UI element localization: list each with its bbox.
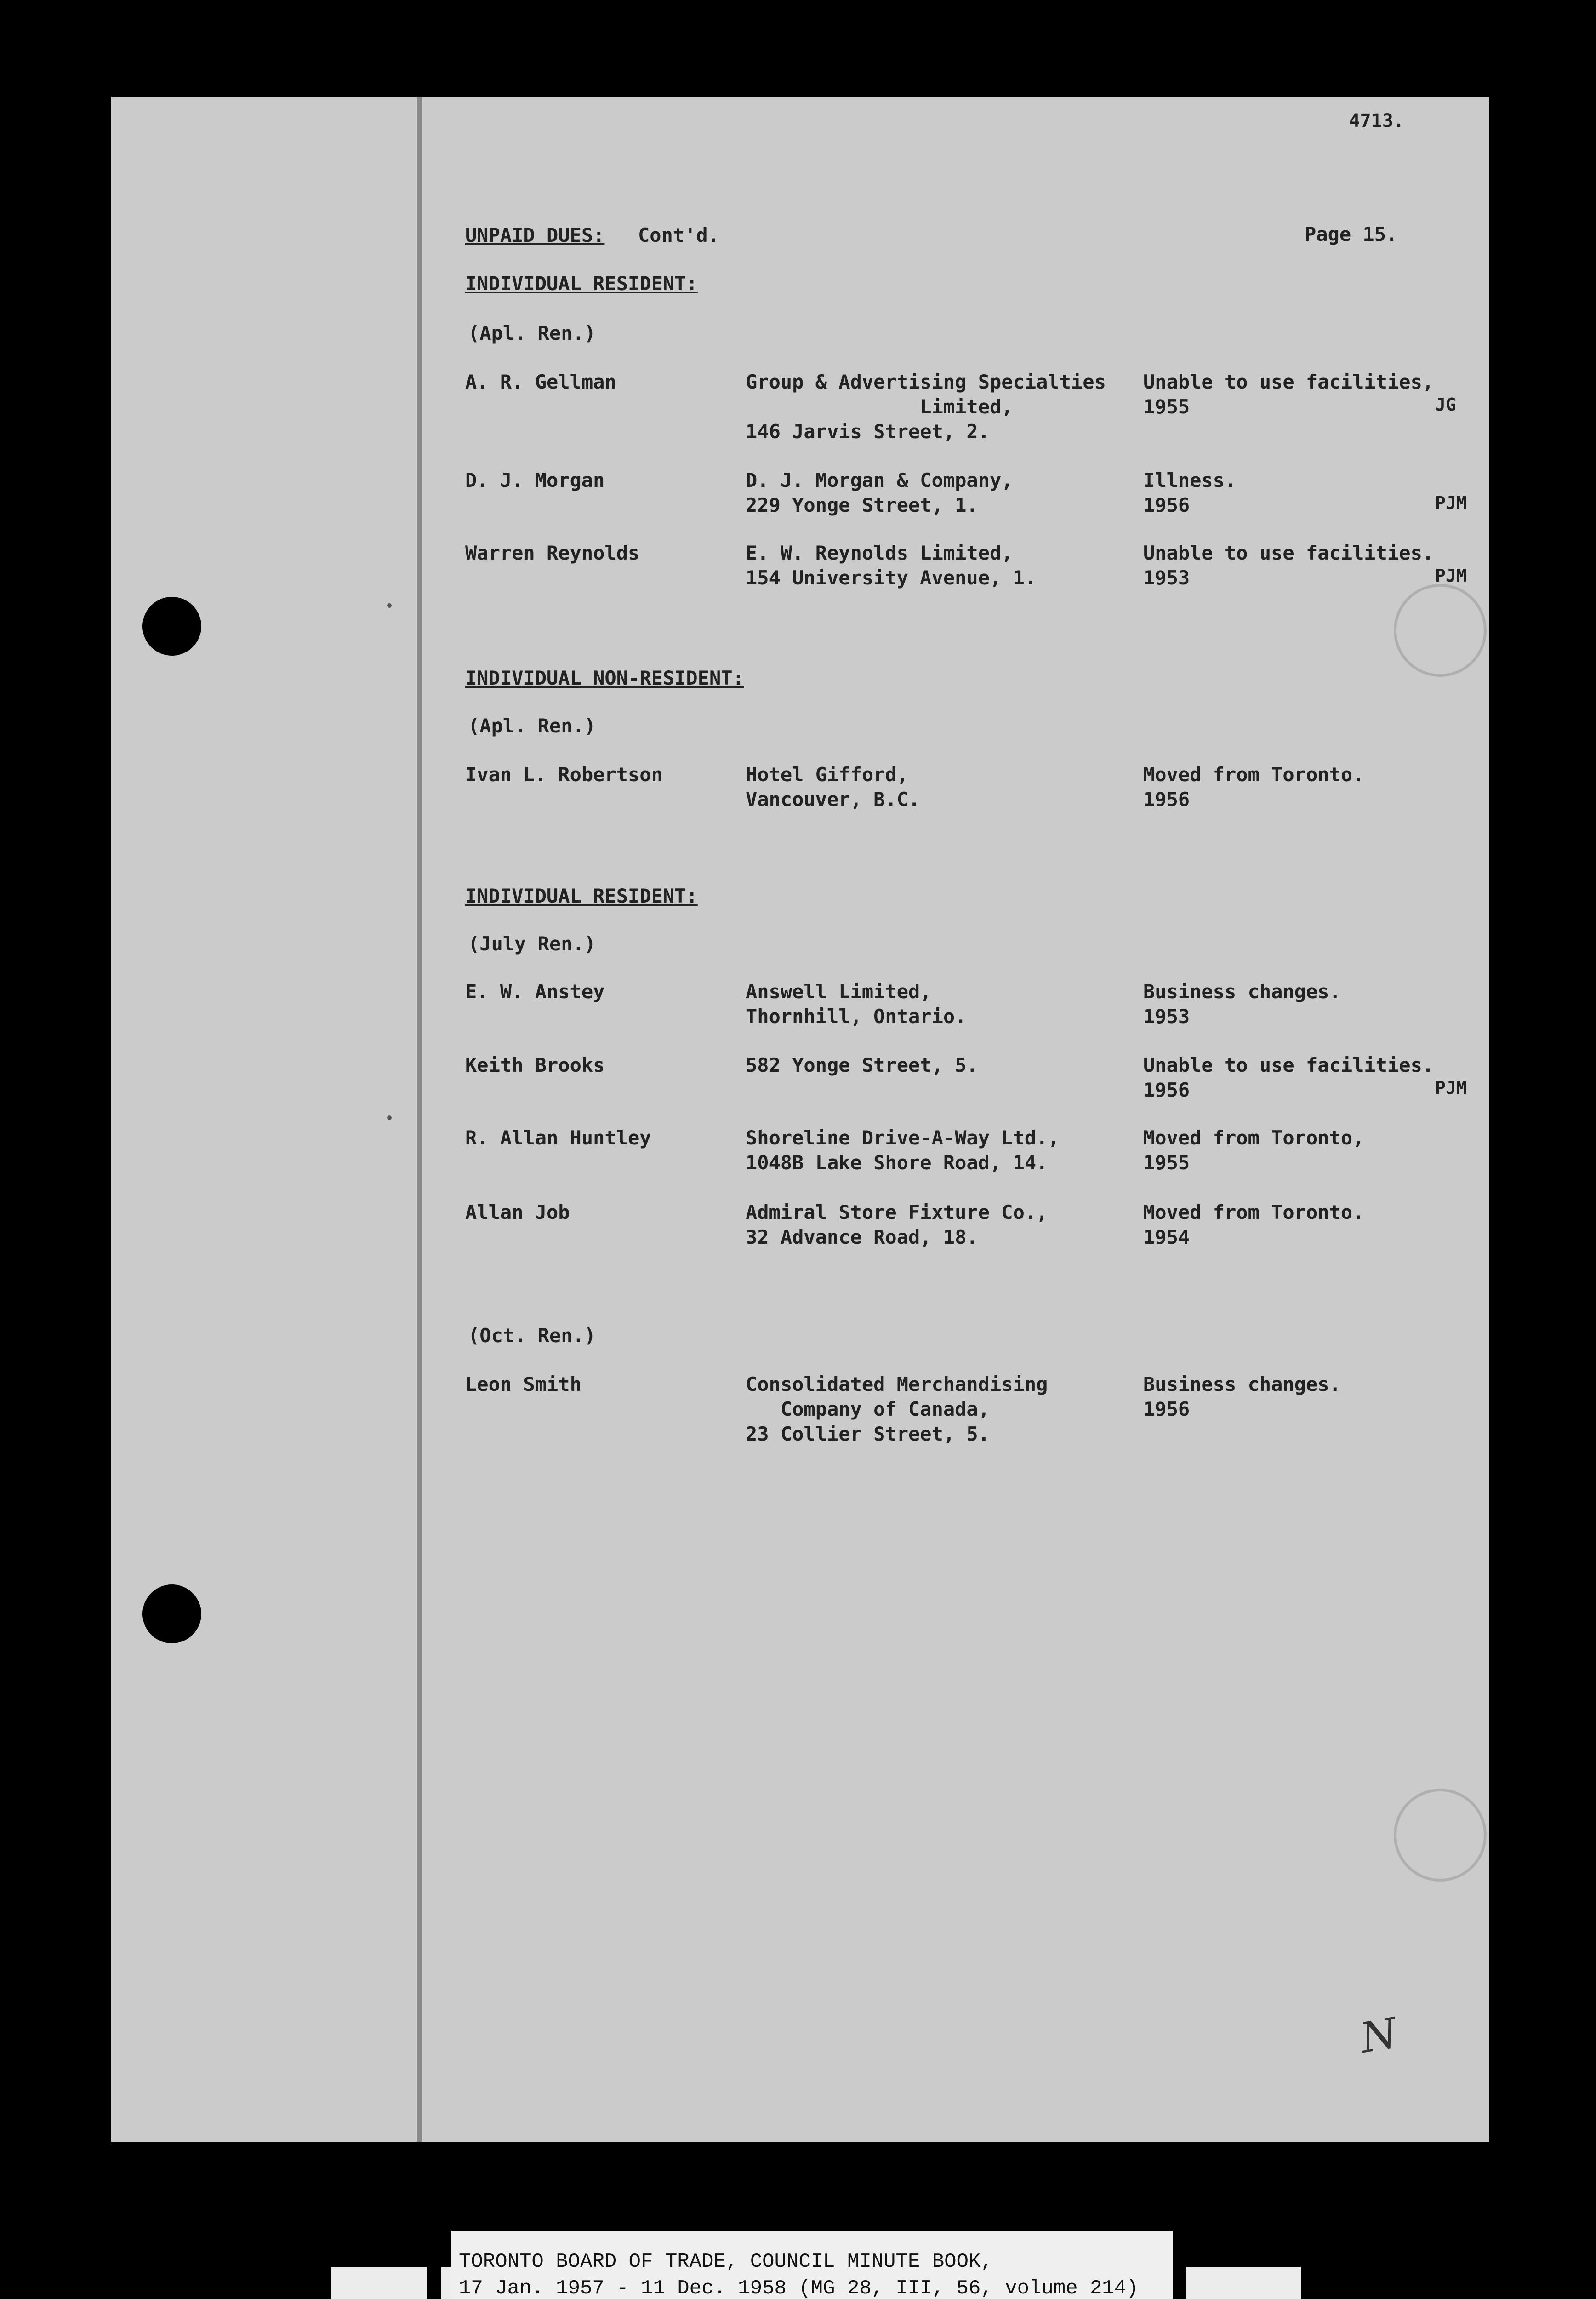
member-address: Hotel Gifford,	[746, 763, 909, 786]
member-year: 1956	[1143, 788, 1190, 811]
member-year: 1955	[1143, 1151, 1190, 1174]
stamp-notch	[1172, 2267, 1186, 2299]
speck	[387, 1115, 392, 1120]
member-name: R. Allan Huntley	[465, 1127, 651, 1149]
member-year: 1953	[1143, 1005, 1190, 1028]
member-address: 582 Yonge Street, 5.	[746, 1054, 978, 1076]
member-reason: Business changes.	[1143, 980, 1341, 1003]
page-label: Page 15.	[1305, 223, 1398, 246]
member-name: Allan Job	[465, 1201, 570, 1224]
member-address: E. W. Reynolds Limited,	[746, 542, 1013, 564]
speck	[387, 603, 392, 608]
section-subheading: (Apl. Ren.)	[468, 322, 596, 344]
member-name: Warren Reynolds	[465, 542, 640, 564]
member-address: Admiral Store Fixture Co.,	[746, 1201, 1048, 1224]
caption-line-2: 17 Jan. 1957 - 11 Dec. 1958 (MG 28, III, 56, volume 214)	[459, 2277, 1139, 2299]
member-address: 146 Jarvis Street, 2.	[746, 420, 990, 443]
member-year: 1955	[1143, 395, 1190, 418]
member-address: Group & Advertising Specialties	[746, 371, 1106, 393]
handwritten-mark: N	[1357, 2008, 1401, 2063]
punch-hole-bottom	[142, 1584, 201, 1643]
section-subheading: (Oct. Ren.)	[468, 1324, 596, 1347]
member-year: 1956	[1143, 1398, 1190, 1420]
member-address: 32 Advance Road, 18.	[746, 1226, 978, 1248]
initials: PJM	[1435, 566, 1467, 586]
doc-title: UNPAID DUES:	[465, 224, 605, 246]
section-subheading: (July Ren.)	[468, 932, 596, 955]
initials: PJM	[1435, 493, 1467, 513]
initials: PJM	[1435, 1078, 1467, 1098]
initials: JG	[1435, 395, 1456, 415]
caption-line-1: TORONTO BOARD OF TRADE, COUNCIL MINUTE BOOK,	[459, 2250, 993, 2273]
bleed-through-seal	[1394, 584, 1487, 677]
member-address: Limited,	[746, 395, 1013, 418]
member-address: Vancouver, B.C.	[746, 788, 920, 811]
member-reason: Unable to use facilities.	[1143, 542, 1434, 564]
member-reason: Moved from Toronto.	[1143, 1201, 1364, 1224]
member-address: 229 Yonge Street, 1.	[746, 494, 978, 516]
section-heading: INDIVIDUAL RESIDENT:	[465, 272, 698, 295]
member-address: 1048B Lake Shore Road, 14.	[746, 1151, 1048, 1174]
member-name: Keith Brooks	[465, 1054, 605, 1076]
punch-hole-top	[142, 597, 201, 656]
member-reason: Unable to use facilities.	[1143, 1054, 1434, 1076]
member-name: A. R. Gellman	[465, 371, 616, 393]
member-address: 154 University Avenue, 1.	[746, 566, 1037, 589]
member-address: Consolidated Merchandising	[746, 1373, 1048, 1395]
stamp-notch	[428, 2267, 441, 2299]
section-heading: INDIVIDUAL RESIDENT:	[465, 885, 698, 907]
member-address: Company of Canada,	[746, 1398, 990, 1420]
document-page	[111, 97, 1489, 2142]
member-name: E. W. Anstey	[465, 980, 605, 1003]
member-reason: Moved from Toronto.	[1143, 763, 1364, 786]
member-reason: Illness.	[1143, 469, 1237, 492]
member-name: Ivan L. Robertson	[465, 763, 663, 786]
member-reason: Unable to use facilities,	[1143, 371, 1434, 393]
section-heading: INDIVIDUAL NON-RESIDENT:	[465, 667, 744, 689]
member-year: 1954	[1143, 1226, 1190, 1248]
member-name: Leon Smith	[465, 1373, 581, 1395]
member-address: Shoreline Drive-A-Way Ltd.,	[746, 1127, 1060, 1149]
member-reason: Moved from Toronto,	[1143, 1127, 1364, 1149]
member-year: 1956	[1143, 1079, 1190, 1101]
doc-title-cont: Cont'd.	[638, 224, 720, 246]
member-address: Thornhill, Ontario.	[746, 1005, 967, 1028]
margin-line	[417, 97, 422, 2142]
page-number: 4713.	[1349, 110, 1404, 132]
member-address: 23 Collier Street, 5.	[746, 1423, 990, 1445]
member-reason: Business changes.	[1143, 1373, 1341, 1395]
member-name: D. J. Morgan	[465, 469, 605, 492]
member-year: 1956	[1143, 494, 1190, 516]
member-address: D. J. Morgan & Company,	[746, 469, 1013, 492]
member-address: Answell Limited,	[746, 980, 932, 1003]
member-year: 1953	[1143, 566, 1190, 589]
archive-caption	[451, 2231, 1173, 2299]
section-subheading: (Apl. Ren.)	[468, 715, 596, 737]
bleed-through-seal	[1394, 1789, 1487, 1882]
